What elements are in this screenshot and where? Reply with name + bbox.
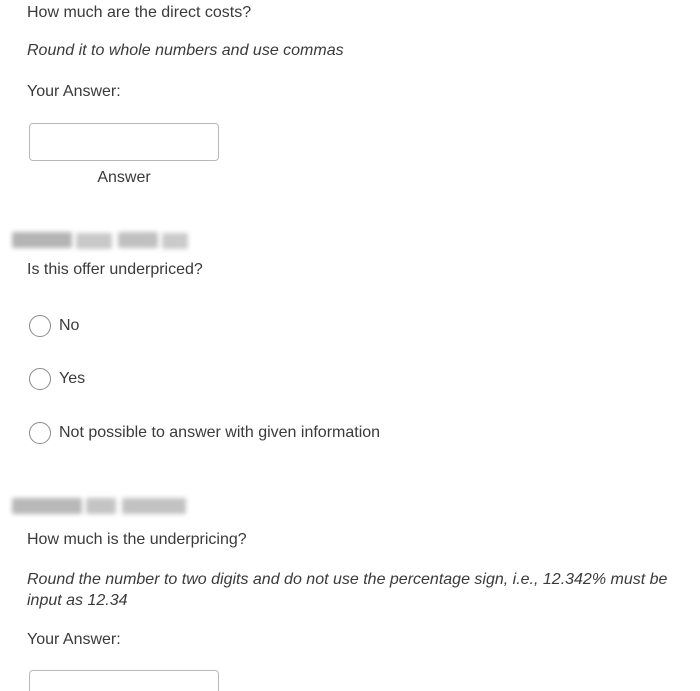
radio-button[interactable] <box>29 368 51 390</box>
direct-costs-input[interactable] <box>29 123 219 161</box>
underpricing-input[interactable] <box>29 670 219 691</box>
radio-option-not-possible[interactable] <box>29 422 380 444</box>
radio-option-no[interactable] <box>29 315 79 337</box>
question-3-instruction: Round the number to two digits and do not use the percentage sign, i.e., 12.342% must be input as 12.34 <box>27 571 668 609</box>
redacted-question-header <box>10 495 190 515</box>
radio-option-label: Yes <box>59 370 86 387</box>
question-3-answer-label: Your Answer: <box>27 631 121 648</box>
question-3-text: How much is the underpricing? <box>27 531 247 548</box>
radio-button[interactable] <box>29 315 51 337</box>
question-1-instruction: Round it to whole numbers and use commas <box>27 42 344 59</box>
question-1-text: How much are the direct costs? <box>27 4 252 21</box>
redacted-question-header <box>10 229 190 249</box>
question-2-text: Is this offer underpriced? <box>27 261 203 278</box>
radio-button[interactable] <box>29 422 51 444</box>
radio-option-yes[interactable] <box>29 368 85 390</box>
radio-option-label: Not possible to answer with given information <box>59 424 381 441</box>
answer-caption: Answer <box>97 169 151 186</box>
question-1-answer-label: Your Answer: <box>27 83 121 100</box>
radio-option-label: No <box>59 317 80 334</box>
